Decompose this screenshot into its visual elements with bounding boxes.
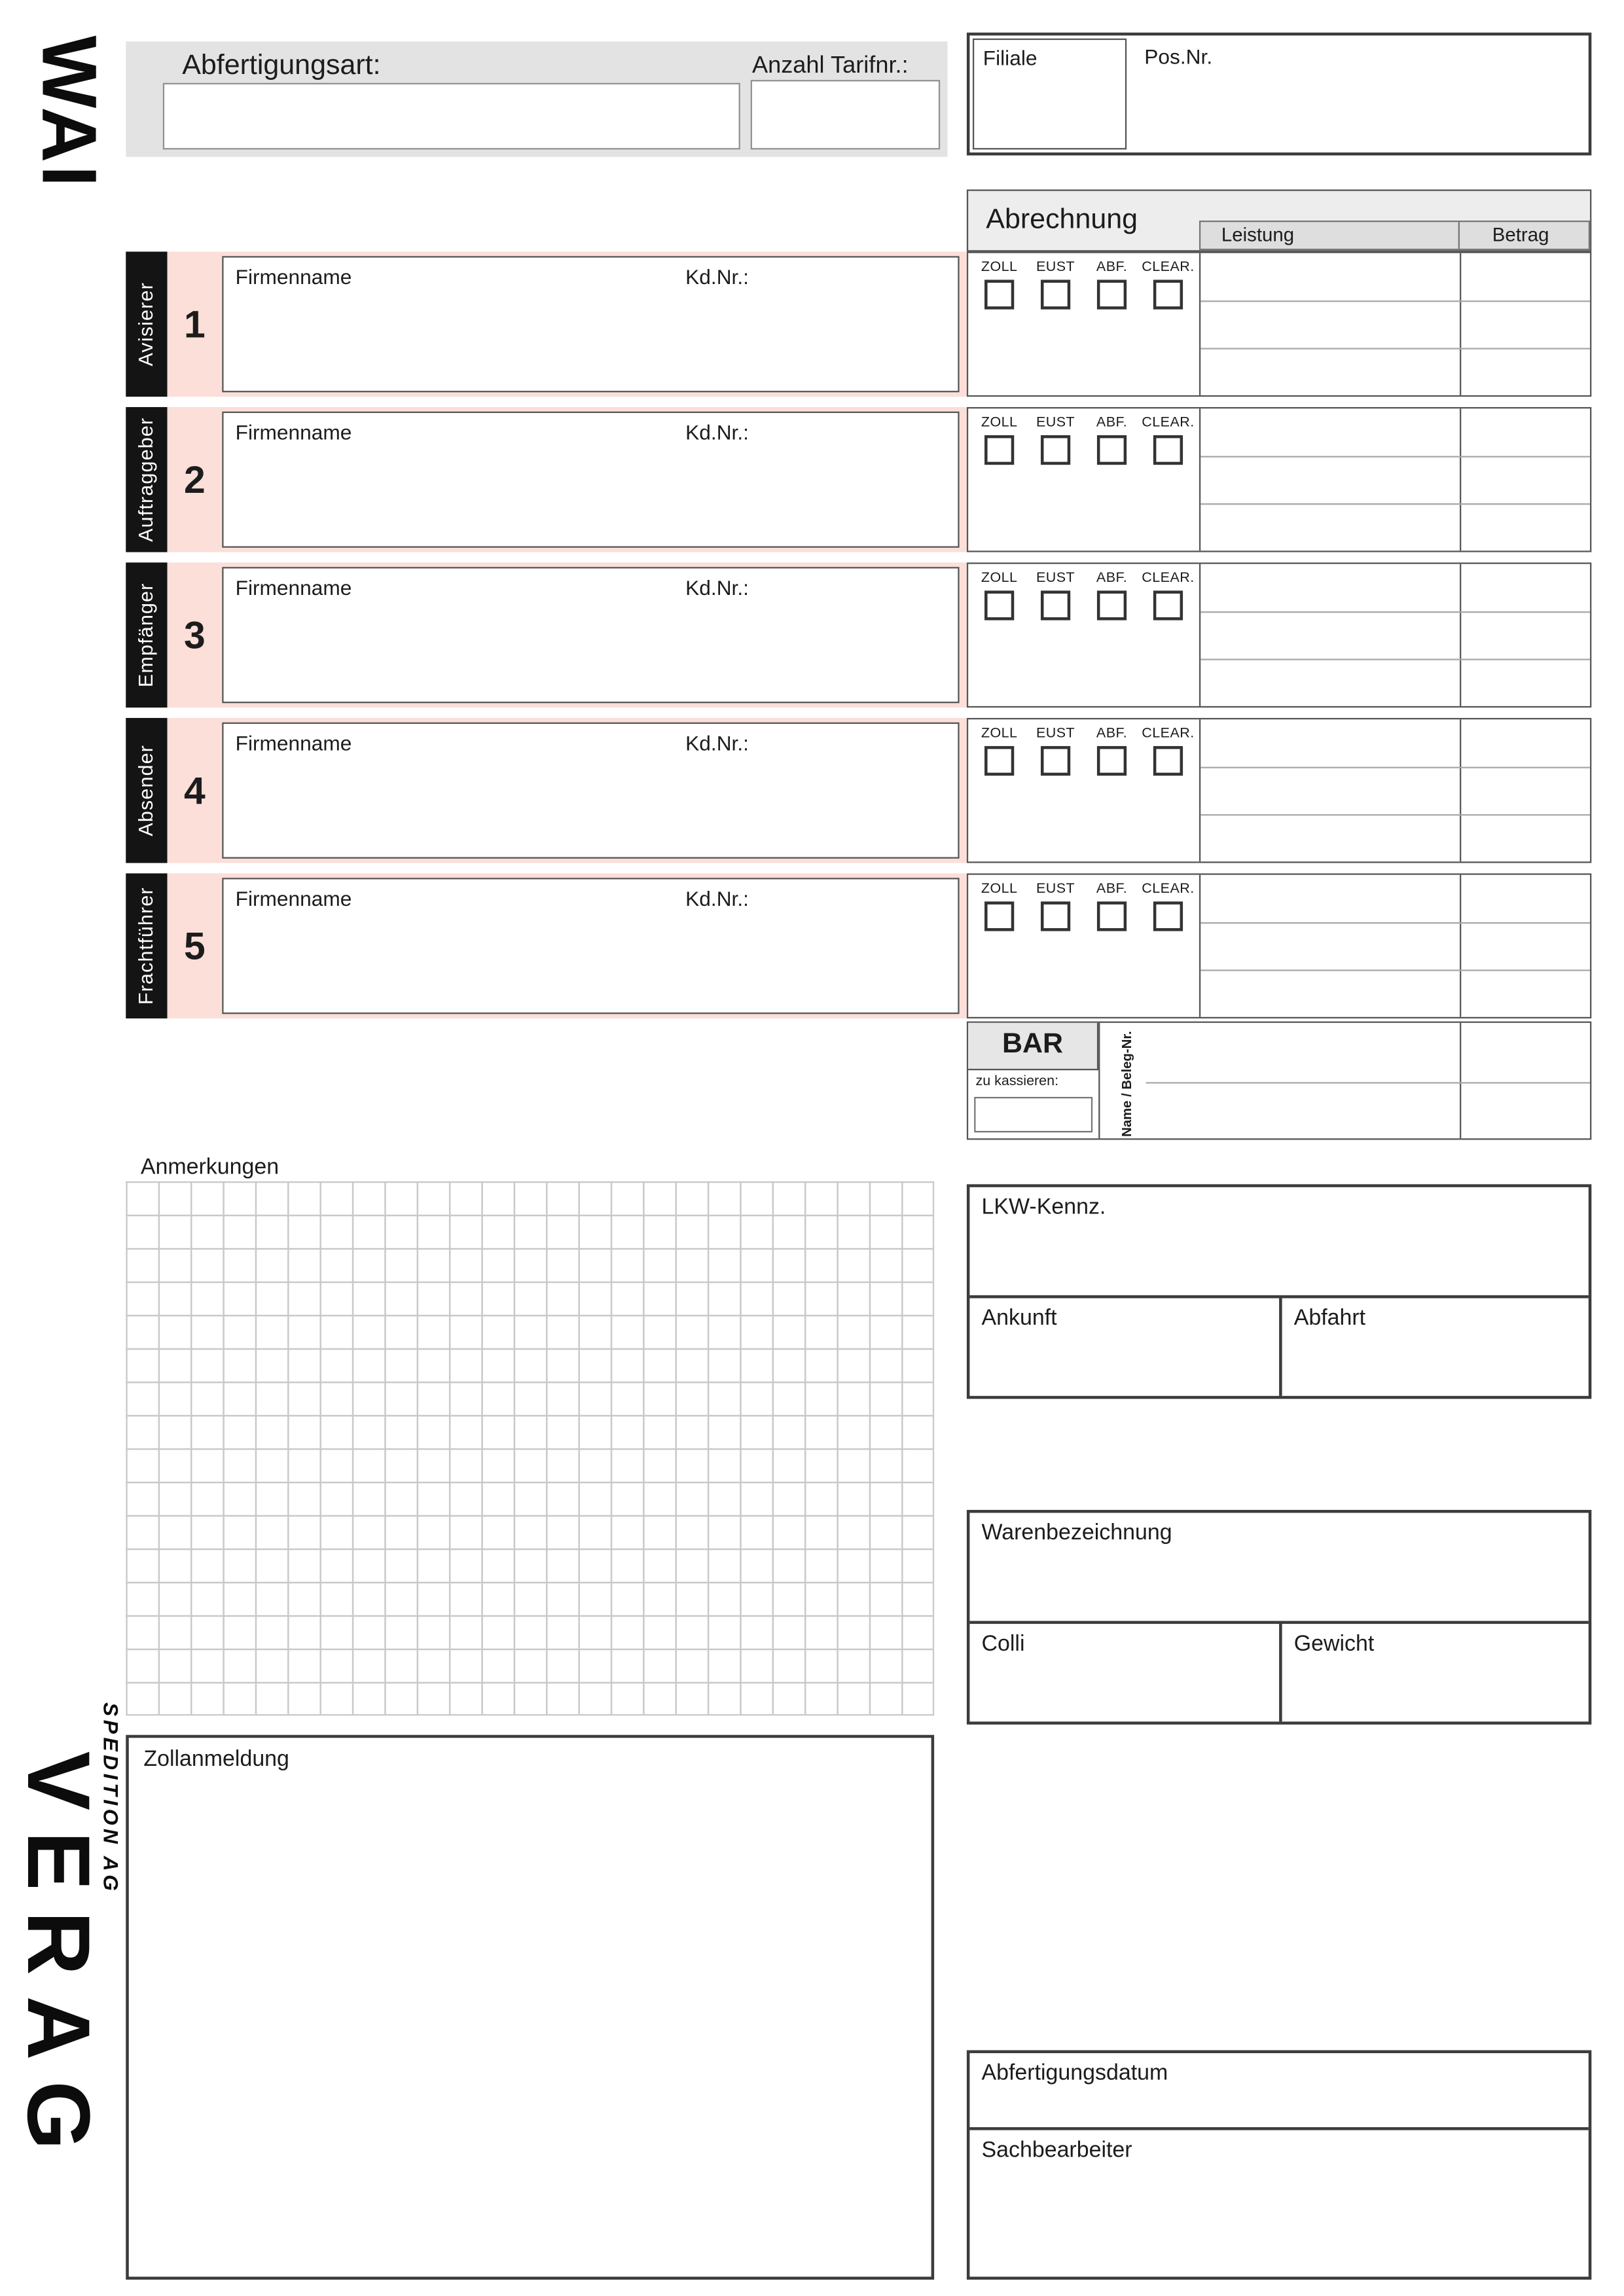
name-beleg-label: Name / Beleg-Nr. xyxy=(1119,1031,1134,1137)
abf-label: ABF. xyxy=(1096,725,1128,742)
eust-checkbox[interactable] xyxy=(1041,435,1070,465)
kdnr-label: Kd.Nr.: xyxy=(685,264,749,289)
bar-label: BAR xyxy=(968,1023,1098,1070)
party-number: 2 xyxy=(184,456,206,501)
filiale-posnr-box[interactable] xyxy=(967,33,1591,156)
abf-label: ABF. xyxy=(1096,259,1128,276)
party-number: 4 xyxy=(184,767,206,812)
zoll-label: ZOLL xyxy=(981,725,1018,742)
zoll-checkbox-group xyxy=(971,259,1028,395)
abf-checkbox[interactable] xyxy=(1097,435,1127,465)
party-row-avisierer xyxy=(126,251,1591,397)
clear-label: CLEAR. xyxy=(1142,259,1195,276)
party-number: 1 xyxy=(184,301,206,346)
party-field-background xyxy=(168,873,967,1018)
clear-label: CLEAR. xyxy=(1142,569,1195,586)
betrag-column-header: Betrag xyxy=(1458,221,1590,250)
lkw-kennz-field[interactable] xyxy=(969,1187,1588,1295)
kdnr-label: Kd.Nr.: xyxy=(685,575,749,600)
party-role-label: Avisierer xyxy=(134,282,157,367)
firmenname-field[interactable] xyxy=(222,256,959,392)
row-divider-line xyxy=(1200,922,1590,924)
party-row-auftraggeber xyxy=(126,407,1591,552)
abfertigungsdatum-field[interactable] xyxy=(969,2053,1588,2127)
clear-label: CLEAR. xyxy=(1142,880,1195,897)
abf-label: ABF. xyxy=(1096,880,1128,897)
eust-checkbox[interactable] xyxy=(1041,279,1070,309)
abrechnung-row-block xyxy=(967,562,1591,708)
ankunft-field[interactable] xyxy=(969,1295,1279,1396)
firmenname-label: Firmenname xyxy=(235,886,352,910)
abf-checkbox-group xyxy=(1084,570,1140,706)
abf-checkbox-group xyxy=(1084,725,1140,861)
sachbearbeiter-field[interactable] xyxy=(969,2127,1588,2276)
party-field-background xyxy=(168,562,967,708)
eust-checkbox[interactable] xyxy=(1041,901,1070,931)
abf-checkbox-group xyxy=(1084,881,1140,1017)
abfahrt-label: Abfahrt xyxy=(1293,1305,1366,1331)
clear-checkbox-group xyxy=(1140,881,1197,1017)
zollanmeldung-field[interactable] xyxy=(126,1735,934,2280)
abrechnung-row-block xyxy=(967,873,1591,1018)
eust-checkbox[interactable] xyxy=(1041,590,1070,620)
column-divider xyxy=(1098,1023,1100,1138)
zoll-checkbox-group xyxy=(971,414,1028,550)
column-divider xyxy=(1460,408,1461,550)
pos-nr-label: Pos.Nr. xyxy=(1144,44,1213,69)
checkbox-area xyxy=(968,564,1200,706)
lkw-kennz-label: LKW-Kennz. xyxy=(981,1194,1106,1220)
eust-checkbox-group xyxy=(1028,725,1084,861)
filiale-label: Filiale xyxy=(983,46,1038,70)
firmenname-field[interactable] xyxy=(222,878,959,1014)
zoll-checkbox-group xyxy=(971,570,1028,706)
eust-label: EUST xyxy=(1036,725,1075,742)
verag-logo: VERAG xyxy=(9,1751,109,2171)
abf-checkbox-group xyxy=(1084,259,1140,395)
abf-checkbox[interactable] xyxy=(1097,901,1127,931)
abfertigungsart-input[interactable] xyxy=(163,83,740,150)
party-field-background xyxy=(168,407,967,552)
party-role-label: Frachtführer xyxy=(134,887,157,1005)
zoll-checkbox-group xyxy=(971,725,1028,861)
firmenname-label: Firmenname xyxy=(235,420,352,444)
column-divider xyxy=(1460,875,1461,1017)
row-divider-line xyxy=(1200,503,1590,505)
eust-label: EUST xyxy=(1036,880,1075,897)
filiale-field[interactable] xyxy=(973,39,1127,150)
eust-label: EUST xyxy=(1036,414,1075,431)
eust-checkbox[interactable] xyxy=(1041,746,1070,776)
warenbezeichnung-label: Warenbezeichnung xyxy=(981,1520,1172,1546)
warenbezeichnung-field[interactable] xyxy=(969,1513,1588,1621)
bar-betrag-cell[interactable] xyxy=(1460,1023,1591,1138)
clear-checkbox[interactable] xyxy=(1153,746,1183,776)
eust-label: EUST xyxy=(1036,259,1075,276)
warenbezeichnung-box xyxy=(967,1510,1591,1725)
clear-checkbox[interactable] xyxy=(1153,590,1183,620)
leistung-column-header: Leistung xyxy=(1199,221,1460,250)
row-divider-line xyxy=(1146,1082,1591,1083)
zoll-checkbox[interactable] xyxy=(984,901,1014,931)
abrechnung-row-block xyxy=(967,718,1591,863)
clear-checkbox[interactable] xyxy=(1153,279,1183,309)
zoll-label: ZOLL xyxy=(981,880,1018,897)
party-role-label: Auftraggeber xyxy=(134,417,157,542)
column-divider xyxy=(1460,564,1461,706)
row-divider-line xyxy=(1200,300,1590,302)
row-divider-line xyxy=(1200,814,1590,816)
anzahl-tarifnr-input[interactable] xyxy=(751,80,940,149)
colli-label: Colli xyxy=(981,1631,1025,1657)
clear-checkbox[interactable] xyxy=(1153,901,1183,931)
firmenname-field[interactable] xyxy=(222,412,959,548)
anmerkungen-grid[interactable] xyxy=(126,1181,934,1715)
party-row-absender xyxy=(126,718,1591,863)
row-divider-line xyxy=(1200,969,1590,971)
lkw-box xyxy=(967,1184,1591,1399)
abfahrt-field[interactable] xyxy=(1279,1295,1589,1396)
zoll-checkbox-group xyxy=(971,881,1028,1017)
column-divider xyxy=(1460,253,1461,395)
zoll-checkbox[interactable] xyxy=(984,279,1014,309)
abf-checkbox-group xyxy=(1084,414,1140,550)
party-role-label: Absender xyxy=(134,744,157,836)
abf-label: ABF. xyxy=(1096,569,1128,586)
gewicht-field[interactable] xyxy=(1279,1621,1589,1722)
row-divider-line xyxy=(1200,611,1590,613)
zu-kassieren-label: zu kassieren: xyxy=(975,1073,1059,1090)
eust-checkbox-group xyxy=(1028,570,1084,706)
row-divider-line xyxy=(1200,348,1590,349)
party-role-bar xyxy=(126,407,167,552)
eust-checkbox-group xyxy=(1028,259,1084,395)
anzahl-tarifnr-label: Anzahl Tarifnr.: xyxy=(751,53,909,79)
zoll-checkbox[interactable] xyxy=(984,435,1014,465)
zoll-checkbox[interactable] xyxy=(984,746,1014,776)
bar-leistung-cell[interactable] xyxy=(1146,1023,1460,1138)
abf-label: ABF. xyxy=(1096,414,1128,431)
party-number: 3 xyxy=(184,612,206,657)
checkbox-area xyxy=(968,875,1200,1017)
party-row-empfaenger xyxy=(126,562,1591,708)
clear-checkbox-group xyxy=(1140,570,1197,706)
firmenname-field[interactable] xyxy=(222,567,959,703)
abf-checkbox[interactable] xyxy=(1097,279,1127,309)
party-role-label: Empfänger xyxy=(134,583,157,688)
party-field-background xyxy=(168,251,967,397)
abrechnung-header xyxy=(967,189,1591,251)
checkbox-area xyxy=(968,253,1200,395)
clear-checkbox[interactable] xyxy=(1153,435,1183,465)
spedition-ag-label: SPEDITION AG xyxy=(99,1702,123,1895)
zollanmeldung-label: Zollanmeldung xyxy=(143,1746,289,1772)
party-field-background xyxy=(168,718,967,863)
party-role-bar xyxy=(126,251,167,397)
zu-kassieren-input[interactable] xyxy=(974,1097,1092,1132)
clear-checkbox-group xyxy=(1140,414,1197,550)
firmenname-label: Firmenname xyxy=(235,575,352,600)
party-role-bar xyxy=(126,718,167,863)
abfertigung-header xyxy=(126,41,947,156)
firmenname-field[interactable] xyxy=(222,723,959,859)
eust-checkbox-group xyxy=(1028,414,1084,550)
checkbox-area xyxy=(968,719,1200,861)
abf-checkbox[interactable] xyxy=(1097,746,1127,776)
kdnr-label: Kd.Nr.: xyxy=(685,886,749,910)
checkbox-area xyxy=(968,408,1200,550)
party-row-frachtfuehrer xyxy=(126,873,1591,1018)
firmenname-label: Firmenname xyxy=(235,264,352,289)
clear-label: CLEAR. xyxy=(1142,725,1195,742)
row-divider-line xyxy=(1200,767,1590,768)
party-role-bar xyxy=(126,562,167,708)
sachbearbeiter-label: Sachbearbeiter xyxy=(981,2137,1132,2163)
kdnr-label: Kd.Nr.: xyxy=(685,731,749,755)
abfertigung-box xyxy=(967,2050,1591,2280)
party-number: 5 xyxy=(184,923,206,968)
eust-checkbox-group xyxy=(1028,881,1084,1017)
abf-checkbox[interactable] xyxy=(1097,590,1127,620)
abrechnung-row-block xyxy=(967,407,1591,552)
bar-section xyxy=(967,1022,1591,1140)
abrechnung-title: Abrechnung xyxy=(986,204,1138,236)
anmerkungen-label: Anmerkungen xyxy=(140,1155,280,1180)
wai-logo: WAI xyxy=(25,35,111,190)
zoll-checkbox[interactable] xyxy=(984,590,1014,620)
zoll-label: ZOLL xyxy=(981,259,1018,276)
zoll-label: ZOLL xyxy=(981,569,1018,586)
clear-checkbox-group xyxy=(1140,725,1197,861)
eust-label: EUST xyxy=(1036,569,1075,586)
row-divider-line xyxy=(1200,658,1590,660)
kdnr-label: Kd.Nr.: xyxy=(685,420,749,444)
row-divider-line xyxy=(1200,456,1590,457)
abfertigungsdatum-label: Abfertigungsdatum xyxy=(981,2060,1168,2086)
party-role-bar xyxy=(126,873,167,1018)
clear-checkbox-group xyxy=(1140,259,1197,395)
abfertigungsart-label: Abfertigungsart: xyxy=(182,50,381,82)
colli-field[interactable] xyxy=(969,1621,1279,1722)
abrechnung-row-block xyxy=(967,251,1591,397)
ankunft-label: Ankunft xyxy=(981,1305,1057,1331)
firmenname-label: Firmenname xyxy=(235,731,352,755)
clear-label: CLEAR. xyxy=(1142,414,1195,431)
gewicht-label: Gewicht xyxy=(1293,1631,1375,1657)
zoll-label: ZOLL xyxy=(981,414,1018,431)
column-divider xyxy=(1460,719,1461,861)
